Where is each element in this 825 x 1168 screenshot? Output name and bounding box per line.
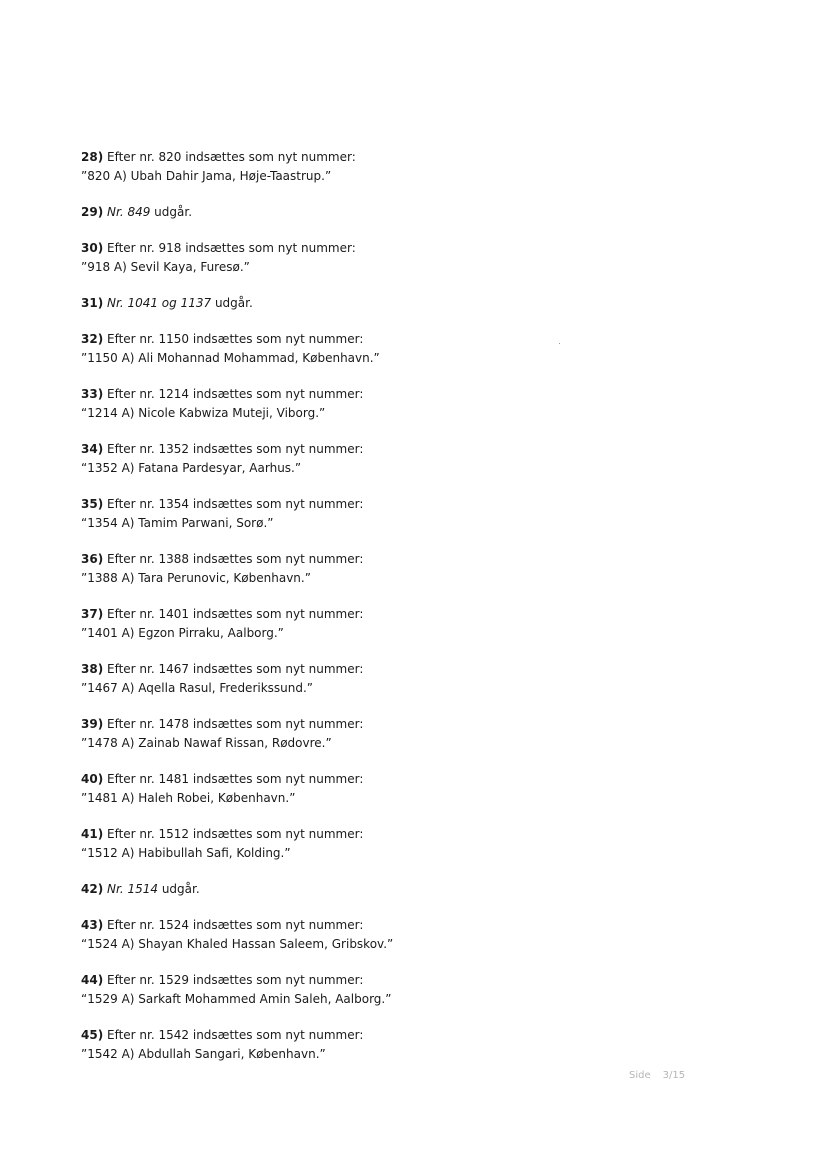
amendment-quote: “1529 A) Sarkaft Mohammed Amin Saleh, Aalborg.”: [81, 992, 392, 1006]
amendment-item-38: [81, 660, 701, 698]
amendment-line: [81, 660, 701, 679]
amendment-number: 38): [81, 662, 104, 676]
amendment-instruction: Efter nr. 1467 indsættes som nyt nummer:: [103, 662, 364, 676]
amendment-instruction: Efter nr. 1542 indsættes som nyt nummer:: [103, 1028, 364, 1042]
amendment-number: 44): [81, 973, 104, 987]
amendment-instruction: Efter nr. 1354 indsættes som nyt nummer:: [103, 497, 364, 511]
amendment-item-32: [81, 330, 701, 368]
amendment-instruction: Efter nr. 1524 indsættes som nyt nummer:: [103, 918, 364, 932]
amendment-item-29: [81, 203, 701, 222]
amendment-action: udgår.: [158, 882, 200, 896]
amendment-line: [81, 916, 701, 935]
amendment-quote: ”820 A) Ubah Dahir Jama, Høje-Taastrup.”: [81, 169, 332, 183]
amendment-quote: ”1388 A) Tara Perunovic, København.”: [81, 571, 311, 585]
amendment-line: [81, 825, 701, 844]
amendment-reference: Nr. 849: [107, 205, 151, 219]
amendment-quote: ”1150 A) Ali Mohannad Mohammad, København.”: [81, 351, 380, 365]
amendment-action: udgår.: [150, 205, 193, 219]
amendment-line: [81, 294, 701, 313]
amendment-instruction: Efter nr. 1481 indsættes som nyt nummer:: [103, 772, 364, 786]
amendment-number: 33): [81, 387, 104, 401]
amendment-number: 28): [81, 150, 104, 164]
amendment-number: 41): [81, 827, 104, 841]
amendment-line: [81, 385, 701, 404]
amendment-quote: ”1401 A) Egzon Pirraku, Aalborg.”: [81, 626, 284, 640]
amendment-item-31: [81, 294, 701, 313]
amendment-number: 36): [81, 552, 104, 566]
amendment-instruction: Efter nr. 1352 indsættes som nyt nummer:: [103, 442, 364, 456]
amendment-item-37: [81, 605, 701, 643]
amendment-item-30: [81, 239, 701, 277]
amendment-quote: ”1542 A) Abdullah Sangari, København.”: [81, 1047, 326, 1061]
amendment-item-42: [81, 880, 701, 899]
amendment-number: 30): [81, 241, 104, 255]
amendment-instruction: Efter nr. 918 indsættes som nyt nummer:: [103, 241, 356, 255]
amendment-instruction: Efter nr. 1529 indsættes som nyt nummer:: [103, 973, 364, 987]
amendment-instruction: Efter nr. 1388 indsættes som nyt nummer:: [103, 552, 364, 566]
amendment-item-45: [81, 1026, 701, 1064]
page-footer: [629, 1070, 685, 1081]
amendment-line: [81, 605, 701, 624]
amendment-line: [81, 148, 701, 167]
amendment-line: [81, 880, 701, 899]
amendment-item-44: [81, 971, 701, 1009]
amendment-number: 40): [81, 772, 104, 786]
amendment-instruction: Efter nr. 1214 indsættes som nyt nummer:: [103, 387, 364, 401]
amendment-instruction: Efter nr. 1478 indsættes som nyt nummer:: [103, 717, 364, 731]
amendment-line: [81, 971, 701, 990]
amendment-instruction: Efter nr. 1401 indsættes som nyt nummer:: [103, 607, 364, 621]
amendment-number: 43): [81, 918, 104, 932]
amendment-line: [81, 495, 701, 514]
amendment-item-39: [81, 715, 701, 753]
page-label: Side: [629, 1070, 651, 1081]
amendment-line: [81, 330, 701, 349]
amendment-line: [81, 1026, 701, 1045]
page-number: 3/15: [662, 1070, 686, 1081]
amendment-action: udgår.: [211, 296, 253, 310]
amendment-item-34: [81, 440, 701, 478]
amendment-number: 37): [81, 607, 104, 621]
amendment-item-28: [81, 148, 701, 186]
amendment-line: [81, 203, 701, 222]
amendment-item-40: [81, 770, 701, 808]
amendment-line: [81, 239, 701, 258]
amendment-reference: Nr. 1514: [107, 882, 158, 896]
amendment-reference: Nr. 1041 og 1137: [107, 296, 212, 310]
amendment-line: [81, 770, 701, 789]
amendment-item-43: [81, 916, 701, 954]
amendment-quote: “1214 A) Nicole Kabwiza Muteji, Viborg.”: [81, 406, 326, 420]
amendment-instruction: Efter nr. 1512 indsættes som nyt nummer:: [103, 827, 364, 841]
amendment-number: 39): [81, 717, 104, 731]
amendment-number: 31): [81, 296, 104, 310]
amendment-number: 42): [81, 882, 104, 896]
amendment-number: 45): [81, 1028, 104, 1042]
amendment-item-35: [81, 495, 701, 533]
amendment-instruction: Efter nr. 1150 indsættes som nyt nummer:: [103, 332, 364, 346]
amendment-item-41: [81, 825, 701, 863]
amendment-quote: “1352 A) Fatana Pardesyar, Aarhus.”: [81, 461, 302, 475]
amendment-quote: “1524 A) Shayan Khaled Hassan Saleem, Gribskov.”: [81, 937, 394, 951]
amendment-line: [81, 440, 701, 459]
amendment-instruction: Efter nr. 820 indsættes som nyt nummer:: [103, 150, 356, 164]
amendment-quote: “1512 A) Habibullah Safi, Kolding.”: [81, 846, 291, 860]
amendment-line: [81, 550, 701, 569]
amendment-quote: ”1478 A) Zainab Nawaf Rissan, Rødovre.”: [81, 736, 332, 750]
document-body: [81, 148, 701, 1081]
stray-mark: [559, 343, 560, 344]
amendment-quote: ”1467 A) Aqella Rasul, Frederikssund.”: [81, 681, 314, 695]
amendment-item-33: [81, 385, 701, 423]
amendment-line: [81, 715, 701, 734]
amendment-number: 29): [81, 205, 104, 219]
amendment-item-36: [81, 550, 701, 588]
amendment-number: 35): [81, 497, 104, 511]
amendment-number: 32): [81, 332, 104, 346]
amendment-quote: ”918 A) Sevil Kaya, Furesø.”: [81, 260, 250, 274]
amendment-number: 34): [81, 442, 104, 456]
amendment-quote: ”1481 A) Haleh Robei, København.”: [81, 791, 296, 805]
amendment-quote: “1354 A) Tamim Parwani, Sorø.”: [81, 516, 274, 530]
